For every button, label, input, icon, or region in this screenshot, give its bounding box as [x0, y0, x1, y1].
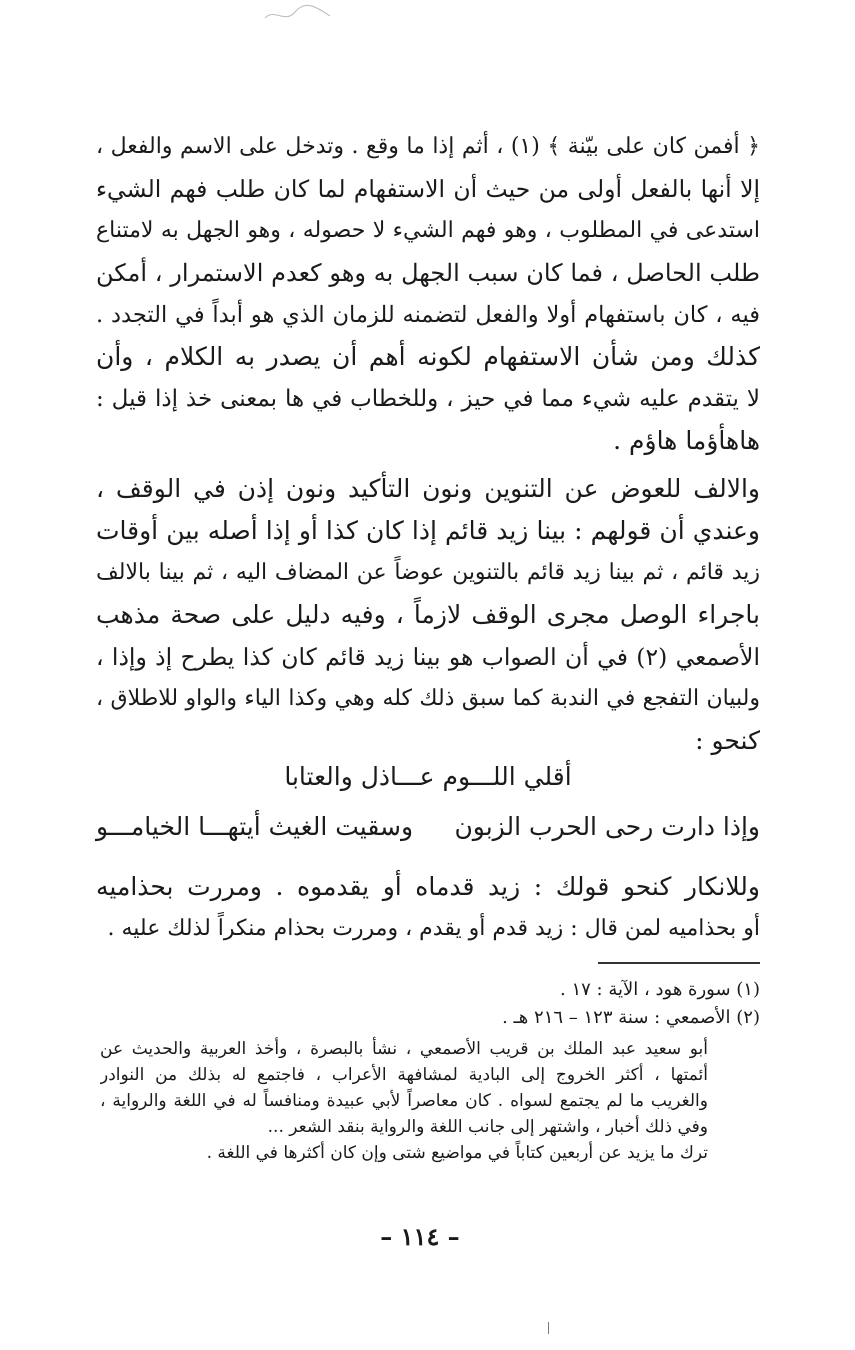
- text-line: والالف للعوض عن التنوين ونون التأكيد ونون إذن في الوقف ،: [96, 474, 760, 503]
- bio-line: والغريب ما لم يجتمع لسواه . كان معاصراً لأبي عبيدة ومنافساً له في اللغة والرواية ،: [100, 1091, 708, 1111]
- footnote-1: (١) سورة هود ، الآية : ١٧ .: [560, 979, 760, 1000]
- text-line: لا يتقدم عليه شيء مما في حيز ، وللخطاب في ها بمعنى خذ إذا قيل :: [96, 386, 760, 412]
- third-paragraph: [96, 866, 760, 950]
- bio-line: ترك ما يزيد عن أربعين كتاباً في مواضيع شتى وإن كان أكثرها في اللغة .: [206, 1143, 708, 1163]
- margin-tick-mark: [548, 1322, 549, 1334]
- text-line: ولبيان التفجع في الندبة كما سبق ذلك كله وهي وكذا الياء والواو للاطلاق ،: [96, 686, 760, 711]
- verse-right-hemistich: وإذا دارت رحى الحرب الزبون: [454, 812, 760, 841]
- text-line: أو بحذاميه لمن قال : زيد قدم أو يقدم ، ومررت بحذام منكراً لذلك عليه .: [107, 916, 760, 941]
- verse-left-hemistich: وسقيت الغيث أيتهـــا الخيامـــو: [96, 812, 414, 841]
- text-line: باجراء الوصل مجرى الوقف لازماً ، وفيه دليل على صحة مذهب: [96, 600, 760, 629]
- text-line: إلا أنها بالفعل أولى من حيث أن الاستفهام لما كان طلب فهم الشيء: [96, 175, 760, 203]
- footnote-divider: [598, 962, 760, 964]
- text-line: الأصمعي (٢) في أن الصواب هو بينا زيد قائم كان كذا يطرح إذ وإذا ،: [96, 643, 760, 671]
- main-paragraph: [96, 126, 760, 462]
- bio-line: وفي ذلك أخبار ، واشتهر إلى جانب اللغة والرواية بنقد الشعر ...: [267, 1117, 708, 1137]
- text-line: وعندي أن قولهم : بينا زيد قائم إذا كان كذا أو إذا أصله بين أوقات: [96, 516, 760, 545]
- text-line: استدعى في المطلوب ، وهو فهم الشيء لا حصوله ، وهو الجهل به لامتناع: [96, 218, 760, 243]
- verse-title: أقلي اللـــوم عـــاذل والعتابا: [284, 762, 572, 791]
- verse-line: [96, 806, 760, 848]
- text-line: طلب الحاصل ، فما كان سبب الجهل به وهو كعدم الاستمرار ، أمكن: [96, 259, 760, 287]
- page-number: – ١١٤ –: [380, 1222, 460, 1251]
- bio-line: أئمتها ، أكثر الخروج إلى البادية لمشافهة الأعراب ، فاجتمع له بذلك من النوادر: [100, 1065, 708, 1085]
- text-line: كنحو :: [695, 726, 760, 755]
- text-line: زيد قائم ، ثم بينا زيد قائم بالتنوين عوضاً عن المضاف اليه ، ثم بينا بالالف: [96, 560, 760, 585]
- text-line: ﴿ أفمن كان على بيّنة ﴾ (١) ، أثم إذا ما وقع . وتدخل على الاسم والفعل ،: [96, 134, 760, 159]
- footnote-biography: [100, 1036, 708, 1166]
- bio-line: أبو سعيد عبد الملك بن قريب الأصمعي ، نشأ بالبصرة ، وأخذ العربية والحديث عن: [100, 1039, 708, 1059]
- text-line: وللانكار كنحو قولك : زيد قدماه أو يقدموه . ومررت بحذاميه: [96, 872, 760, 901]
- margin-pencil-mark: [260, 0, 340, 30]
- text-line: هاهأؤما هاؤم .: [613, 426, 760, 455]
- text-line: كذلك ومن شأن الاستفهام لكونه أهم أن يصدر به الكلام ، وأن: [96, 342, 760, 371]
- text-line: فيه ، كان باستفهام أولا والفعل لتضمنه للزمان الذي هو أبداً في التجدد .: [96, 302, 760, 328]
- footnotes: [330, 976, 760, 1032]
- second-paragraph: [96, 468, 760, 762]
- footnote-2: (٢) الأصمعي : سنة ١٢٣ – ٢١٦ هـ .: [502, 1007, 760, 1028]
